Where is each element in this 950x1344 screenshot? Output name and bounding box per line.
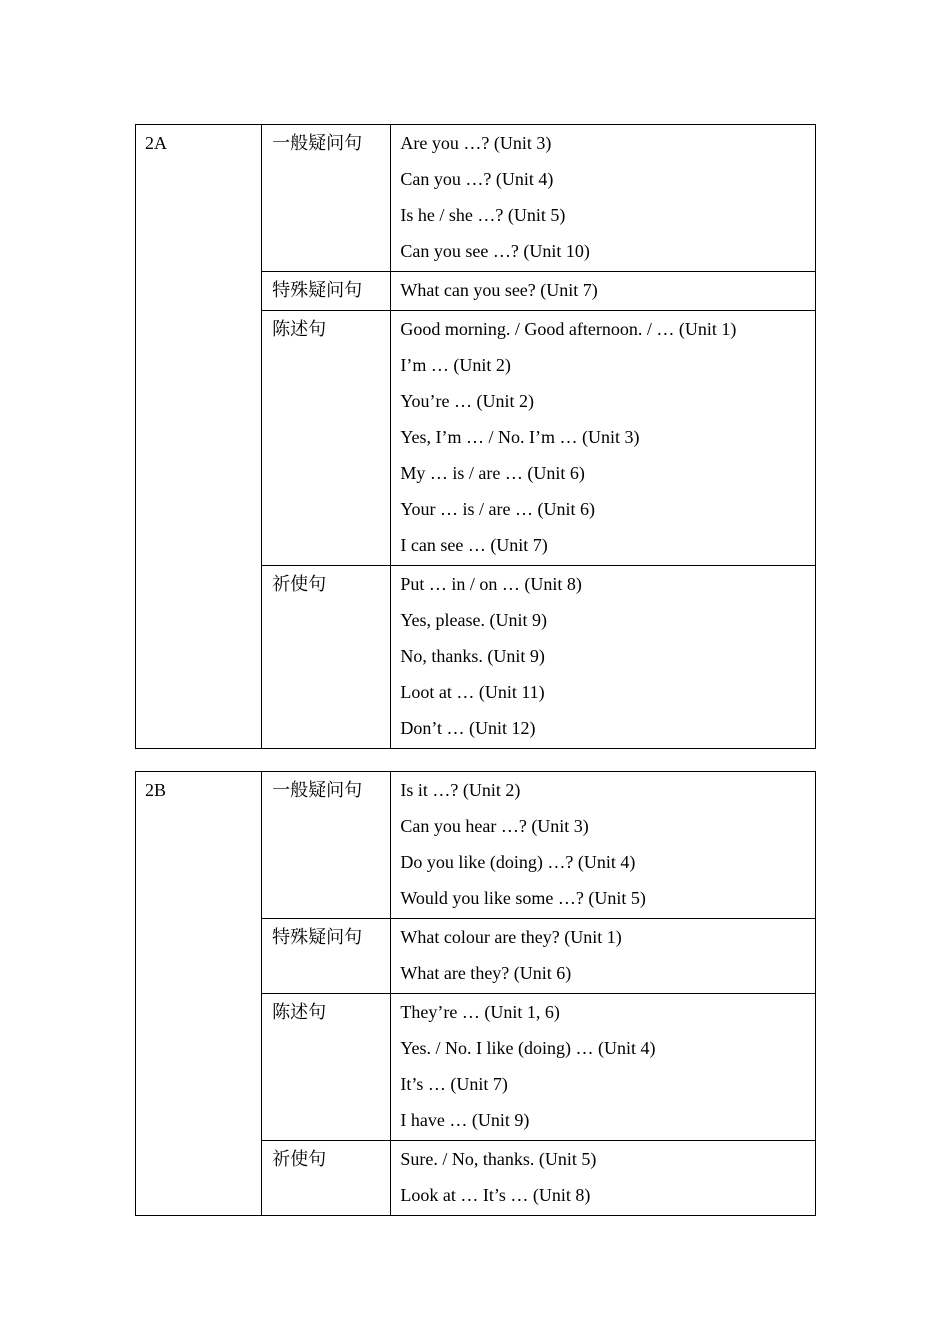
sentence-type-label: 特殊疑问句 [272,280,363,300]
sentence-type-cell [262,772,391,919]
list-item: What colour are they? (Unit 1) [400,927,622,947]
list-item: Your … is / are … (Unit 6) [400,499,596,519]
list-item: Yes. / No. I like (doing) … (Unit 4) [400,1038,656,1058]
list-item: They’re … (Unit 1, 6) [400,1002,560,1022]
list-item: My … is / are … (Unit 6) [400,463,585,483]
list-item: Put … in / on … (Unit 8) [400,574,582,594]
sentence-type-cell [262,311,391,566]
sentence-list [391,566,815,748]
sentence-type-label: 陈述句 [272,319,327,339]
sentence-type-cell [262,1141,391,1216]
list-item: Yes, I’m … / No. I’m … (Unit 3) [400,427,640,447]
sentence-type-label: 祈使句 [272,1149,327,1169]
list-item: Yes, please. (Unit 9) [400,610,548,630]
sentence-list [391,994,815,1140]
sentence-type-label: 陈述句 [272,1002,327,1022]
list-item: No, thanks. (Unit 9) [400,646,545,666]
list-item: You’re … (Unit 2) [400,391,535,411]
list-item: Would you like some …? (Unit 5) [400,888,646,908]
list-item: Can you see …? (Unit 10) [400,241,590,261]
sentence-list [391,772,815,918]
list-item: Sure. / No, thanks. (Unit 5) [400,1149,597,1169]
list-item: What can you see? (Unit 7) [400,280,598,300]
list-item: I’m … (Unit 2) [400,355,511,375]
list-item: Can you hear …? (Unit 3) [400,816,589,836]
list-item: What are they? (Unit 6) [400,963,572,983]
list-item: I can see … (Unit 7) [400,535,548,555]
sentence-type-label: 一般疑问句 [272,133,363,153]
grade-cell [136,125,262,749]
sentence-items-cell [391,311,816,566]
list-item: Don’t … (Unit 12) [400,718,536,738]
sentence-type-label: 祈使句 [272,574,327,594]
list-item: Good morning. / Good afternoon. / … (Unit 1) [400,319,737,339]
list-item: Can you …? (Unit 4) [400,169,554,189]
sentence-type-cell [262,272,391,311]
sentence-type-label: 一般疑问句 [272,780,363,800]
sentence-list [391,919,815,993]
list-item: It’s … (Unit 7) [400,1074,508,1094]
sentence-list [391,1141,815,1215]
list-item: Do you like (doing) …? (Unit 4) [400,852,636,872]
list-item: Is he / she …? (Unit 5) [400,205,566,225]
sentence-items-cell [391,566,816,749]
sentence-items-cell [391,1141,816,1216]
sentence-items-cell [391,994,816,1141]
sentence-items-cell [391,125,816,272]
list-item: Look at … It’s … (Unit 8) [400,1185,591,1205]
sentence-type-cell [262,994,391,1141]
list-item: I have … (Unit 9) [400,1110,530,1130]
sentence-type-cell [262,919,391,994]
sentence-type-cell [262,566,391,749]
table-row [136,125,816,272]
sentence-items-cell [391,272,816,311]
list-item: Loot at … (Unit 11) [400,682,545,702]
grade-2b-table [135,771,816,1216]
list-item: Are you …? (Unit 3) [400,133,552,153]
grade-label: 2B [145,780,167,800]
list-item: Is it …? (Unit 2) [400,780,521,800]
grade-cell [136,772,262,1216]
sentence-items-cell [391,919,816,994]
sentence-items-cell [391,772,816,919]
table-row [136,772,816,919]
grade-label: 2A [145,133,167,153]
sentence-type-cell [262,125,391,272]
grade-2a-table [135,124,816,749]
sentence-list [391,311,815,565]
sentence-type-label: 特殊疑问句 [272,927,363,947]
sentence-list [391,272,815,310]
sentence-list [391,125,815,271]
